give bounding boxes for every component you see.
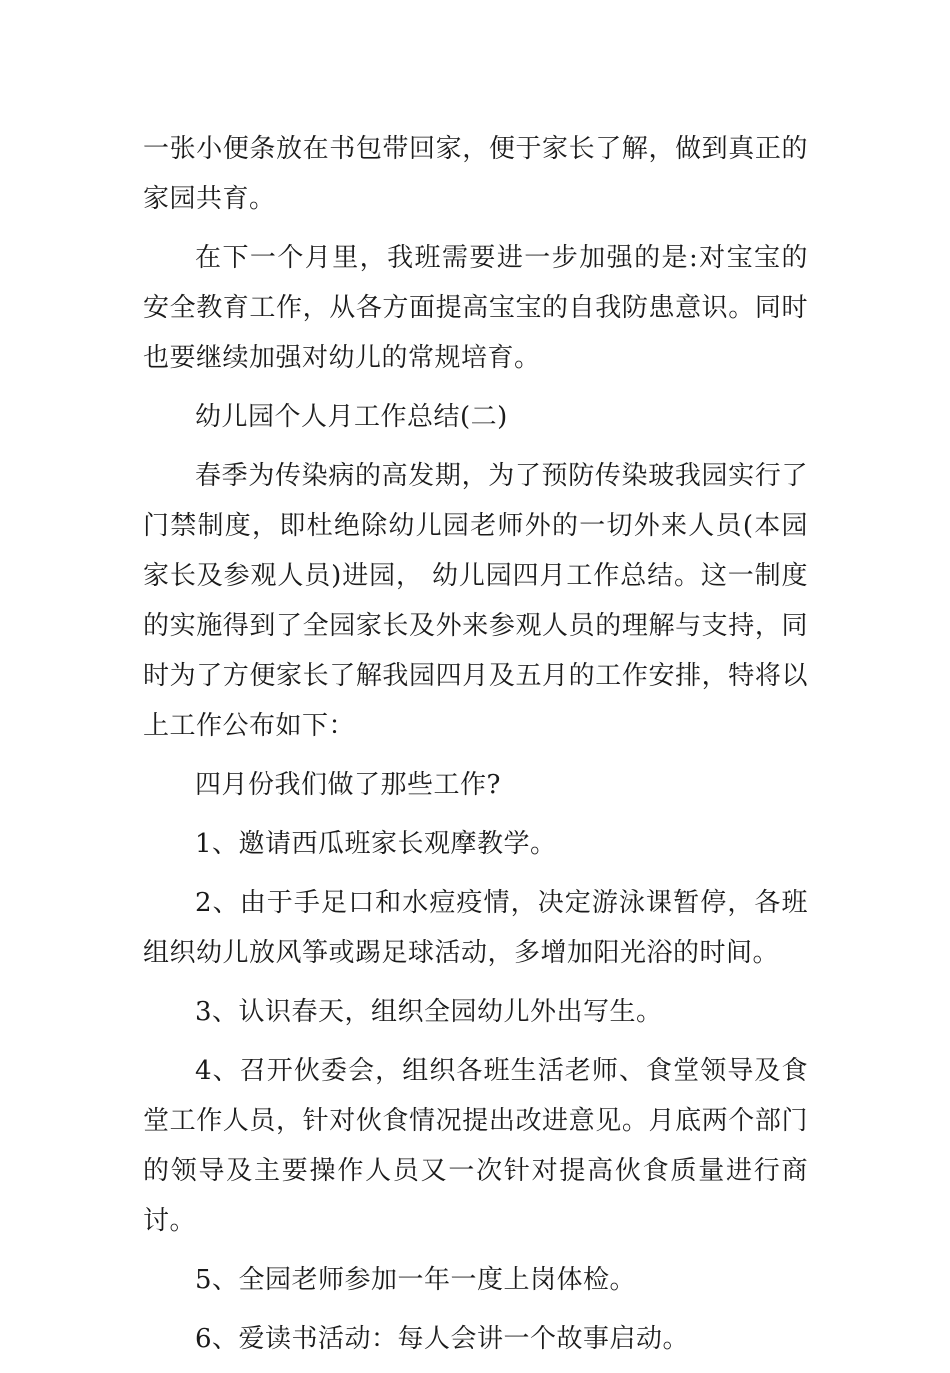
paragraph-next-month-plan: 在下一个月里，我班需要进一步加强的是:对宝宝的安全教育工作，从各方面提高宝宝的自我防患意识。同时也要继续加强对幼儿的常规培育。 (143, 243, 808, 373)
list-item-6: 6、爱读书活动：每人会讲一个故事启动。 (195, 1324, 690, 1354)
list-item-4: 4、召开伙委会，组织各班生活老师、食堂领导及食堂工作人员，针对伙食情况提出改进意见。月底两个部门的领导及主要操作人员又一次针对提高伙食质量进行商讨。 (143, 1056, 808, 1236)
paragraph-continuation: 一张小便条放在书包带回家，便于家长了解，做到真正的家园共育。 (143, 134, 808, 214)
list-item-5: 5、全园老师参加一年一度上岗体检。 (195, 1265, 637, 1295)
list-item-2: 2、由于手足口和水痘疫情，决定游泳课暂停，各班组织幼儿放风筝或踢足球活动，多增加阳光浴的时间。 (143, 888, 808, 968)
list-item-3: 3、认识春天，组织全园幼儿外出写生。 (195, 997, 663, 1027)
document-body (143, 124, 808, 1373)
list-item-1: 1、邀请西瓜班家长观摩教学。 (195, 829, 557, 859)
section-title: 幼儿园个人月工作总结(二) (195, 402, 508, 432)
paragraph-april-question: 四月份我们做了那些工作? (195, 770, 501, 800)
paragraph-spring-epidemic: 春季为传染病的高发期，为了预防传染玻我园实行了门禁制度，即杜绝除幼儿园老师外的一切外来人员(本园家长及参观人员)进园， 幼儿园四月工作总结。这一制度的实施得到了全园家长及外来参观人员的理解与支持，同时为了方便家长了解我园四月及五月的工作安排，特将以上工作公布如下： (143, 461, 808, 741)
